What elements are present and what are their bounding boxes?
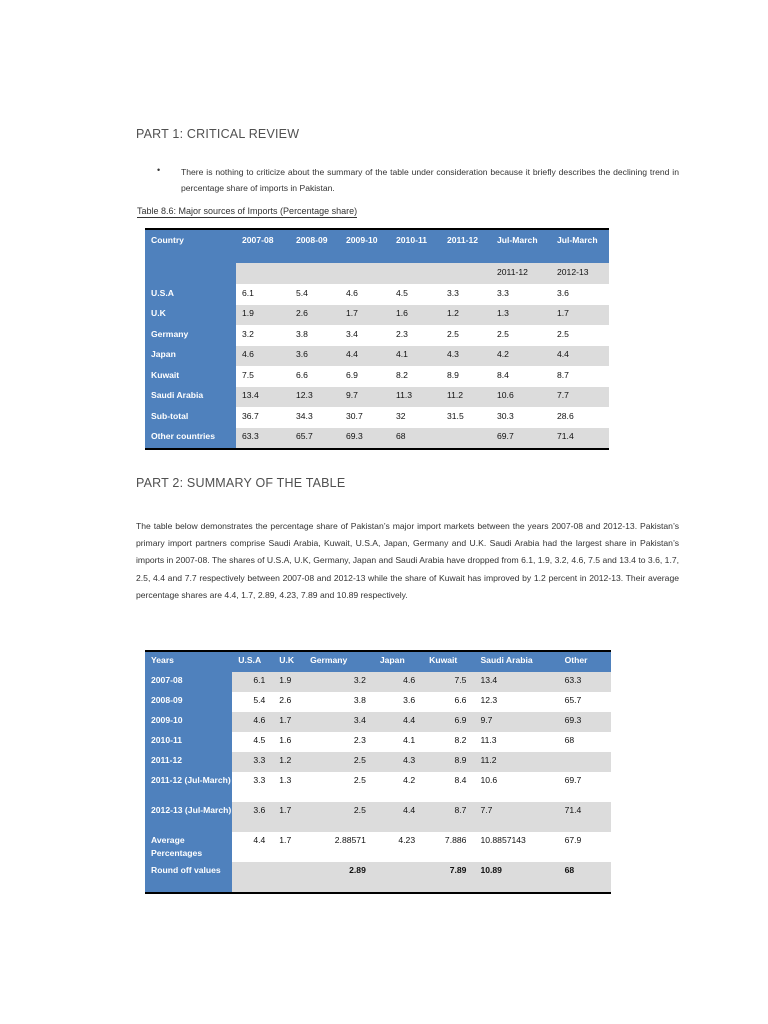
table2-value-cell: 4.6 — [374, 672, 423, 692]
table2-value-cell: 7.7 — [474, 802, 558, 832]
table2-value-cell — [232, 862, 273, 893]
table2-value-cell: 6.6 — [454, 695, 467, 705]
table1-value-cell: 4.6 — [236, 346, 290, 367]
table1-value-cell: 3.3 — [447, 287, 459, 298]
table1-value-cell: 30.3 — [497, 410, 514, 421]
table2-value-cell: 3.3 — [232, 752, 273, 772]
table1-value-cell: 34.3 — [296, 410, 313, 421]
table2-value-cell: 8.7 — [423, 802, 474, 832]
table1-header-cell: 2007-08 — [236, 229, 290, 263]
table1-country-cell: Sub-total — [145, 407, 236, 428]
table1-value-cell: 2.3 — [396, 328, 408, 339]
part1-heading: PART 1: CRITICAL REVIEW — [136, 127, 300, 141]
table1-value-cell: 3.8 — [296, 328, 308, 339]
table2-value-cell: 69.3 — [559, 712, 611, 732]
table1-value-cell: 8.9 — [447, 369, 459, 380]
table1-value-cell: 1.6 — [390, 305, 441, 326]
table2-value-cell: 9.7 — [474, 712, 558, 732]
table2-value-cell: 12.3 — [480, 695, 498, 705]
table1-country-cell: Saudi Arabia — [145, 387, 236, 408]
table2-value-cell: 6.9 — [423, 712, 474, 732]
table1-value-cell: 71.4 — [551, 428, 609, 450]
table2-year-cell: 2011-12 — [145, 752, 232, 772]
table1-value-cell: 69.3 — [340, 428, 390, 450]
critical-review-text: There is nothing to criticize about the summary of the table under consideration because it briefly describes the declining trend in percentage share of imports in Pakistan. — [181, 167, 679, 193]
table2-value-cell: 1.9 — [273, 672, 304, 692]
table1-value-cell: 36.7 — [242, 410, 259, 421]
table1-header-cell: 2011-12 — [441, 229, 491, 263]
table2-row — [145, 752, 611, 772]
table2-value-cell: 7.886 — [444, 835, 467, 845]
table2-value-cell: 67.9 — [564, 835, 582, 845]
table1-value-cell: 4.5 — [396, 287, 408, 298]
table2-header-cell: Kuwait — [423, 651, 474, 672]
table1-row — [145, 428, 609, 450]
table1-country-cell: Germany — [145, 325, 236, 346]
table1-value-cell: 4.2 — [491, 346, 551, 367]
table1-row — [145, 305, 609, 326]
table2-row — [145, 732, 611, 752]
summary-paragraph: The table below demonstrates the percentage share of Pakistan’s major import markets between the years 2007-08 and 2012-13. Pakistan’s primary import partners comprise Saudi Arabia, Kuwait, U.S.A, Japan, Germany and U.K. Saudi Arabia had the largest share in Pakistan’s imports in 2007-08. The shares of U.S.A, U.K, Germany, Japan and Saudi Arabia have dropped from 6.1, 1.9, 3.2, 4.6, 7.5 and 13.4 to 3.6, 1.7, 2.5, 4.4 and 7.7 respectively between 2007-08 and 2012-13 while the share of Kuwait has improved by 1.2 percent in 2012-13. Their average percentage shares are 4.4, 1.7, 2.89, 4.23, 7.89 and 10.89 respectively. — [136, 521, 679, 600]
table2-header-cell: Japan — [374, 651, 423, 672]
table1-header-cell: Country — [145, 229, 236, 263]
table1-value-cell: 30.7 — [346, 410, 363, 421]
table1-country-cell: U.K — [145, 305, 236, 326]
table1-row — [145, 346, 609, 367]
table2-value-cell: 2.88571 — [334, 835, 366, 845]
table2-value-cell: 11.2 — [474, 752, 558, 772]
table2-value-cell: 13.4 — [474, 672, 558, 692]
table2-value-cell: 8.4 — [454, 775, 467, 785]
table2-header-row — [145, 651, 611, 672]
table1-value-cell: 6.1 — [242, 287, 254, 298]
table1-header-cell: Jul-March — [491, 229, 551, 263]
table1-value-cell: 1.7 — [340, 305, 390, 326]
table1-value-cell: 4.4 — [340, 346, 390, 367]
table1-subheader-cell — [290, 263, 340, 284]
table1-row — [145, 407, 609, 428]
table2-value-cell — [374, 862, 423, 893]
table1-value-cell: 4.4 — [551, 346, 609, 367]
table2-header-cell: Years — [145, 651, 232, 672]
table2-value-cell: 71.4 — [559, 802, 611, 832]
table1-value-cell: 28.6 — [557, 410, 574, 421]
table1-value-cell: 69.7 — [491, 428, 551, 450]
table1-value-cell: 11.3 — [390, 387, 441, 408]
table1-subheader-cell: 2012-13 — [551, 263, 609, 284]
table2-header-cell: Saudi Arabia — [474, 651, 558, 672]
table2-value-cell: 3.2 — [304, 672, 374, 692]
table2-year-cell: 2007-08 — [145, 672, 232, 692]
table1-value-cell: 3.2 — [242, 328, 254, 339]
table1-value-cell: 1.7 — [551, 305, 609, 326]
table1-subheader-row — [145, 263, 609, 284]
table1-value-cell: 32 — [396, 410, 406, 421]
table2-value-cell: 1.7 — [279, 835, 292, 845]
table2-value-cell: 6.1 — [232, 672, 273, 692]
table1-value-cell: 10.6 — [491, 387, 551, 408]
table1-value-cell: 11.2 — [441, 387, 491, 408]
table2-header-cell: Other — [559, 651, 611, 672]
table2-value-cell: 1.7 — [273, 802, 304, 832]
table2-value-cell: 4.6 — [232, 712, 273, 732]
table2-value-cell — [273, 862, 304, 893]
table2-row — [145, 712, 611, 732]
table2-row — [145, 772, 611, 802]
table1-subheader-cell: 2011-12 — [491, 263, 551, 284]
table1-value-cell — [441, 428, 491, 450]
table1-country-cell: Kuwait — [145, 366, 236, 387]
table1-subheader-cell — [145, 263, 236, 284]
table1-value-cell: 63.3 — [236, 428, 290, 450]
table1-row — [145, 325, 609, 346]
table1-value-cell: 65.7 — [290, 428, 340, 450]
table1-value-cell: 13.4 — [236, 387, 290, 408]
table2-value-cell: 1.7 — [273, 712, 304, 732]
table2-value-cell: 69.7 — [564, 775, 582, 785]
table1-value-cell: 3.6 — [290, 346, 340, 367]
table1-value-cell: 4.6 — [346, 287, 358, 298]
table2-value-cell: 4.4 — [253, 835, 266, 845]
table1-row — [145, 387, 609, 408]
table2-header-cell: Germany — [304, 651, 374, 672]
table1-header-cell: 2008-09 — [290, 229, 340, 263]
table2-value-cell: 3.3 — [253, 775, 266, 785]
table1-value-cell: 7.7 — [551, 387, 609, 408]
table2-year-cell: Average Percentages — [145, 832, 232, 862]
table2-value-cell: 4.1 — [403, 735, 416, 745]
table2-value-cell: 1.6 — [279, 735, 292, 745]
table1-header-row — [145, 229, 609, 263]
table2-value-cell: 3.6 — [232, 802, 273, 832]
table2-value-cell: 7.89 — [423, 862, 474, 893]
table1-header-cell: Jul-March — [551, 229, 609, 263]
table1-value-cell: 6.6 — [296, 369, 308, 380]
table1-value-cell: 68 — [390, 428, 441, 450]
table2-value-cell: 4.3 — [374, 752, 423, 772]
table2-value-cell: 1.2 — [273, 752, 304, 772]
table2-row — [145, 802, 611, 832]
table2-year-cell: Round off values — [145, 862, 232, 893]
table2-value-cell: 3.4 — [304, 712, 374, 732]
table1-value-cell: 6.9 — [346, 369, 358, 380]
table2-value-cell: 2.89 — [304, 862, 374, 893]
table2-value-cell — [559, 752, 611, 772]
table2-value-cell: 10.89 — [474, 862, 558, 893]
table2-year-cell: 2011-12 (Jul-March) — [145, 772, 232, 802]
table1-row — [145, 284, 609, 305]
table1-value-cell: 3.6 — [557, 287, 569, 298]
table2-value-cell: 8.2 — [454, 735, 467, 745]
table1-value-cell: 2.5 — [447, 328, 459, 339]
table2-value-cell: 3.8 — [353, 695, 366, 705]
table2-header-cell: U.S.A — [232, 651, 273, 672]
table1-subheader-cell — [236, 263, 290, 284]
imports-share-table — [145, 228, 609, 450]
table1-value-cell: 9.7 — [340, 387, 390, 408]
table2-value-cell: 8.9 — [423, 752, 474, 772]
table1-value-cell: 8.4 — [497, 369, 509, 380]
table1-country-cell: Other countries — [145, 428, 236, 450]
table2-row — [145, 672, 611, 692]
table2-value-cell: 63.3 — [559, 672, 611, 692]
table2-value-cell: 68 — [564, 735, 575, 745]
table1-value-cell: 8.2 — [396, 369, 408, 380]
part2-heading: PART 2: SUMMARY OF THE TABLE — [136, 476, 346, 490]
table2-value-cell: 4.5 — [253, 735, 266, 745]
table1-value-cell: 2.5 — [497, 328, 509, 339]
table1-header-cell: 2009-10 — [340, 229, 390, 263]
table1-value-cell: 12.3 — [290, 387, 340, 408]
table2-year-cell: 2008-09 — [145, 692, 232, 712]
table2-value-cell: 11.3 — [480, 735, 497, 745]
table1-value-cell: 2.5 — [557, 328, 569, 339]
table1-value-cell: 4.3 — [441, 346, 491, 367]
table1-subheader-cell — [340, 263, 390, 284]
table2-value-cell: 10.8857143 — [480, 835, 526, 845]
table1-value-cell: 7.5 — [242, 369, 254, 380]
table2-value-cell: 1.3 — [279, 775, 292, 785]
table1-subheader-cell — [441, 263, 491, 284]
table2-value-cell: 2.6 — [279, 695, 292, 705]
table2-year-cell: 2012-13 (Jul-March) — [145, 802, 232, 832]
table2-value-cell: 3.6 — [403, 695, 416, 705]
table1-value-cell: 1.2 — [441, 305, 491, 326]
yearly-import-share-table — [145, 650, 611, 894]
table2-value-cell: 2.5 — [304, 752, 374, 772]
table2-value-cell: 65.7 — [564, 695, 582, 705]
table1-country-cell: Japan — [145, 346, 236, 367]
table2-year-cell: 2010-11 — [145, 732, 232, 752]
bullet-point-icon: • — [157, 165, 161, 175]
table1-value-cell: 5.4 — [296, 287, 308, 298]
table1-value-cell: 1.9 — [236, 305, 290, 326]
table2-value-cell: 4.4 — [374, 712, 423, 732]
table2-header-cell: U.K — [273, 651, 304, 672]
table2-row — [145, 692, 611, 712]
table1-country-cell: U.S.A — [145, 284, 236, 305]
table1-value-cell: 3.3 — [497, 287, 509, 298]
table1-value-cell: 2.6 — [290, 305, 340, 326]
table2-value-cell: 2.5 — [304, 802, 374, 832]
table1-value-cell: 3.4 — [346, 328, 358, 339]
table1-value-cell: 4.1 — [390, 346, 441, 367]
table1-row — [145, 366, 609, 387]
table1-caption: Table 8.6: Major sources of Imports (Percentage share) — [137, 206, 358, 216]
table2-value-cell: 68 — [559, 862, 611, 893]
table2-value-cell: 2.3 — [353, 735, 366, 745]
table1-value-cell: 8.7 — [557, 369, 569, 380]
table1-header-cell: 2010-11 — [390, 229, 441, 263]
table2-year-cell: 2009-10 — [145, 712, 232, 732]
table2-value-cell: 5.4 — [253, 695, 266, 705]
table2-value-cell: 4.4 — [374, 802, 423, 832]
table2-value-cell: 2.5 — [353, 775, 366, 785]
table2-row — [145, 862, 611, 893]
table2-value-cell: 4.23 — [398, 835, 416, 845]
table1-value-cell: 1.3 — [491, 305, 551, 326]
table1-subheader-cell — [390, 263, 441, 284]
table2-value-cell: 4.2 — [403, 775, 416, 785]
table2-value-cell: 7.5 — [423, 672, 474, 692]
table2-row — [145, 832, 611, 862]
table2-value-cell: 10.6 — [480, 775, 498, 785]
table1-value-cell: 31.5 — [447, 410, 464, 421]
